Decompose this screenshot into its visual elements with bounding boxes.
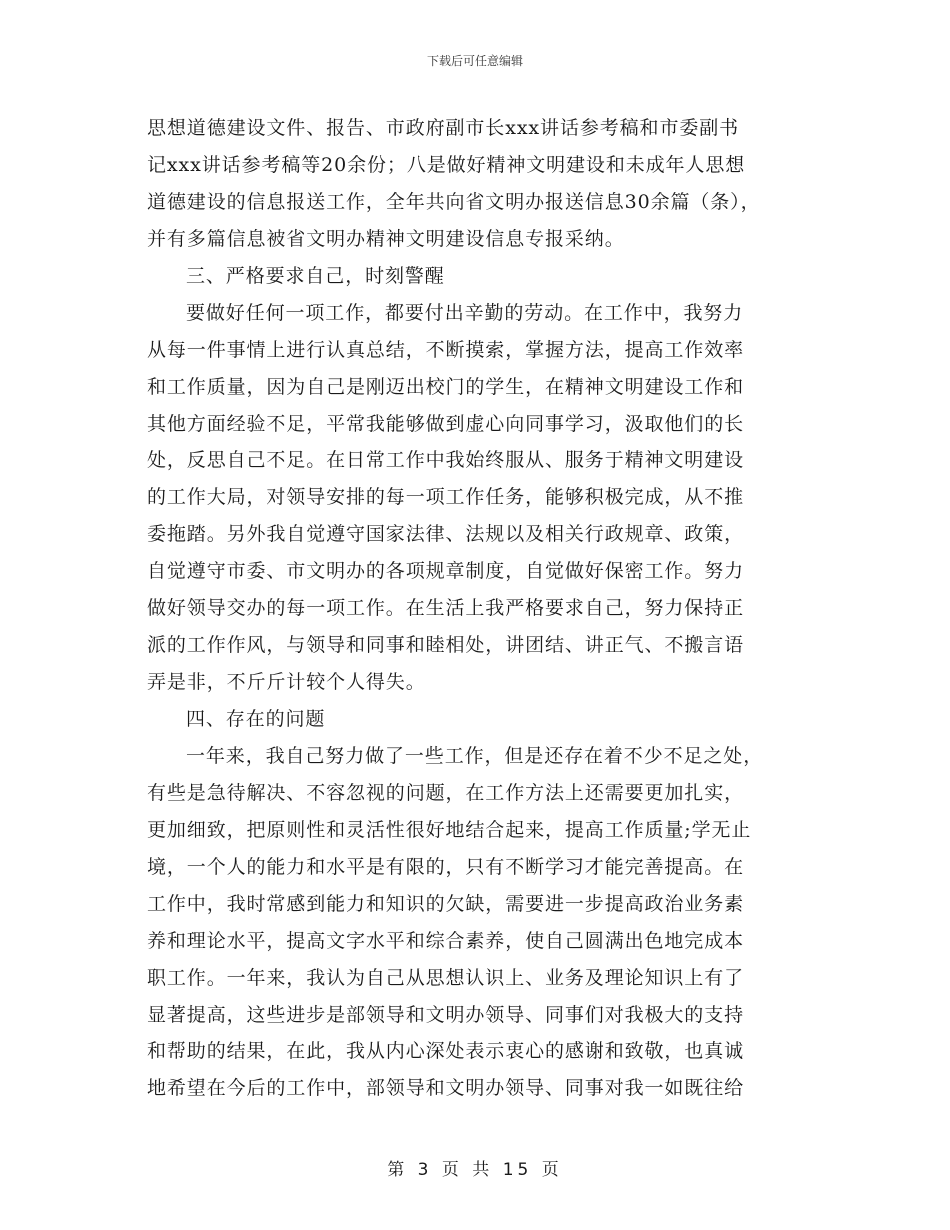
paragraph-start: 要做好任何一项工作，都要付出辛勤的劳动。在工作中，我努力: [186, 301, 744, 324]
text-line: 弄是非，不斤斤计较个人得失。: [147, 671, 426, 694]
text-line: 的工作大局，对领导安排的每一项工作任务，能够积极完成，从不推: [147, 486, 745, 509]
text-line: 有些是急待解决、不容忽视的问题，在工作方法上还需要更加扎实，: [147, 781, 745, 804]
text-line: 工作中，我时常感到能力和知识的欠缺，需要进一步提高政治业务素: [147, 892, 745, 915]
text-line: 从每一件事情上进行认真总结，不断摸索，掌握方法，提高工作效率: [147, 338, 745, 361]
document-body: [147, 110, 817, 1107]
text-line: 思想道德建设文件、报告、市政府副市长xxx讲话参考稿和市委副书: [147, 117, 740, 139]
section-heading-3: 三、严格要求自己，时刻警醒: [186, 264, 445, 287]
text-line: 其他方面经验不足，平常我能够做到虚心向同事学习，汲取他们的长: [147, 412, 745, 435]
page-number-footer: 第 3 页 共 15 页: [387, 1160, 563, 1180]
text-line: 道德建设的信息报送工作，全年共向省文明办报送信息30余篇（条），: [147, 190, 761, 213]
text-line: 自觉遵守市委、市文明办的各项规章制度，自觉做好保密工作。努力: [147, 560, 745, 583]
text-line: 更加细致，把原则性和灵活性很好地结合起来，提高工作质量;学无止: [147, 818, 752, 841]
text-line: 处，反思自己不足。在日常工作中我始终服从、服务于精神文明建设: [147, 449, 745, 472]
text-line: 养和理论水平，提高文字水平和综合素养，使自己圆满出色地完成本: [147, 929, 745, 952]
text-line: 显著提高，这些进步是部领导和文明办领导、同事们对我极大的支持: [147, 1003, 745, 1026]
text-line: 和工作质量，因为自己是刚迈出校门的学生，在精神文明建设工作和: [147, 375, 745, 398]
paragraph-start: 一年来，我自己努力做了一些工作，但是还存在着不少不足之处，: [186, 744, 764, 767]
text-line: 职工作。一年来，我认为自己从思想认识上、业务及理论知识上有了: [147, 966, 745, 989]
section-heading-4: 四、存在的问题: [186, 708, 326, 730]
text-line: 派的工作作风，与领导和同事和睦相处，讲团结、讲正气、不搬言语: [147, 634, 745, 657]
text-line: 并有多篇信息被省文明办精神文明建设信息专报采纳。: [147, 227, 625, 250]
text-line: 境，一个人的能力和水平是有限的，只有不断学习才能完善提高。在: [147, 855, 745, 878]
text-line: 记xxx讲话参考稿等20余份；八是做好精神文明建设和未成年人思想: [147, 153, 746, 176]
text-line: 地希望在今后的工作中，部领导和文明办领导、同事对我一如既往给: [147, 1077, 745, 1100]
text-line: 做好领导交办的每一项工作。在生活上我严格要求自己，努力保持正: [147, 597, 745, 620]
text-line: 委拖踏。另外我自觉遵守国家法律、法规以及相关行政规章、政策，: [147, 523, 745, 546]
page-header-note: 下载后可任意编辑: [426, 54, 523, 68]
text-line: 和帮助的结果，在此，我从内心深处表示衷心的感谢和致敬，也真诚: [147, 1040, 745, 1063]
